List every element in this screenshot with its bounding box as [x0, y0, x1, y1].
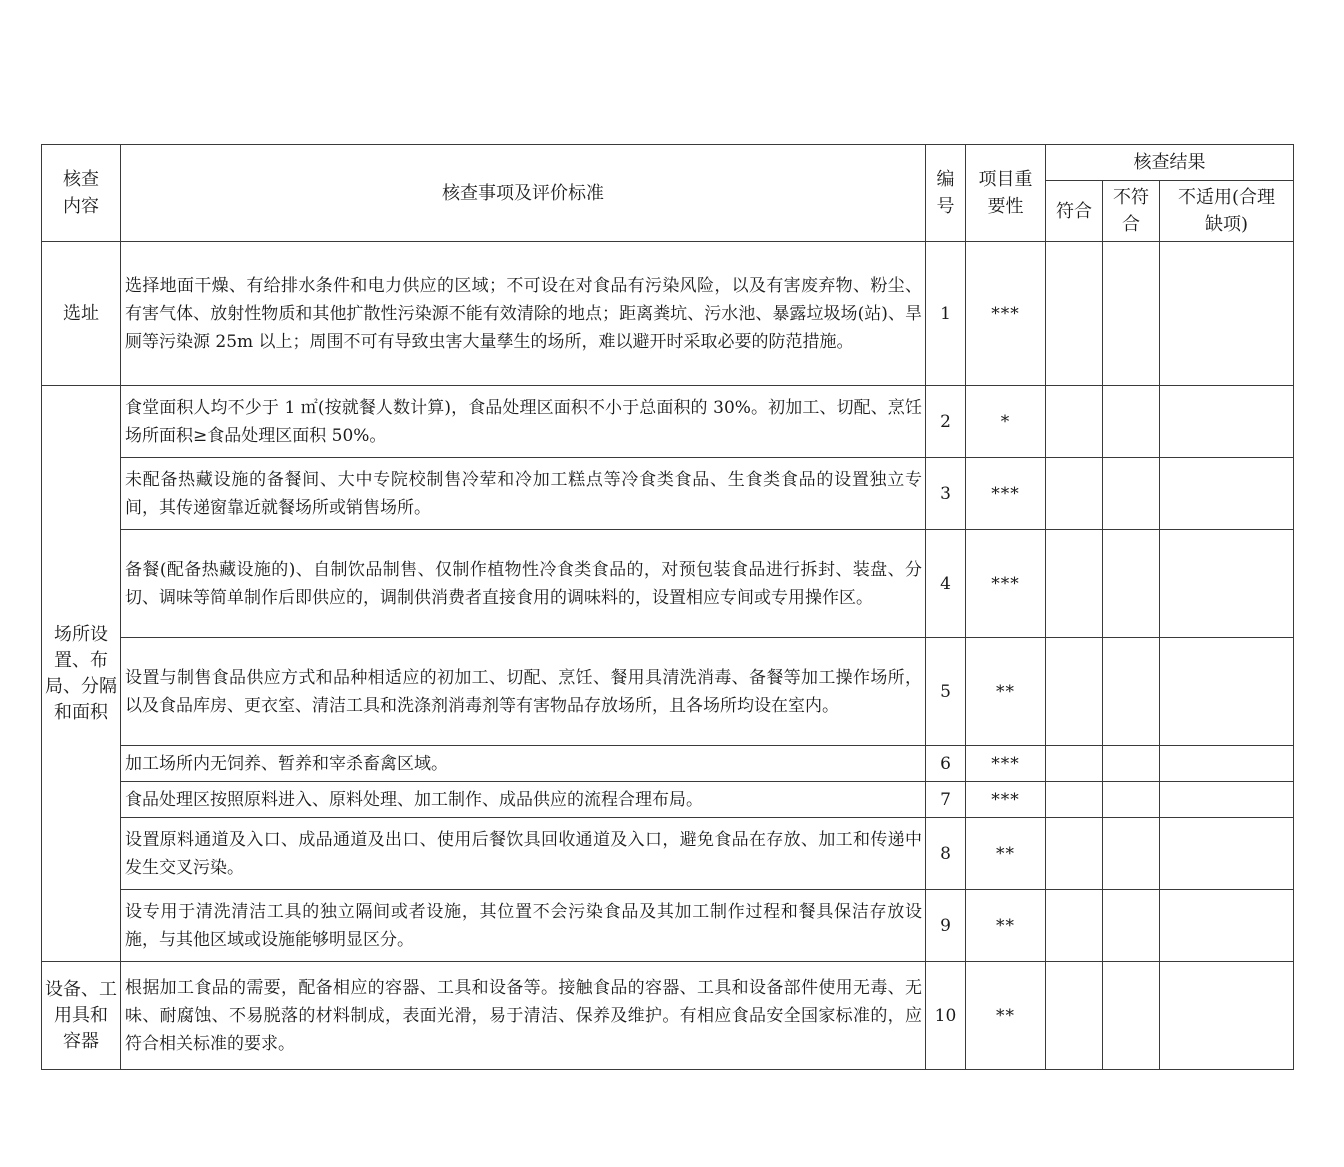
criteria-cell: 加工场所内无饲养、暂养和宰杀畜禽区域。: [121, 746, 926, 782]
number-cell: 5: [926, 638, 966, 746]
criteria-cell: 选择地面干燥、有给排水条件和电力供应的区域；不可设在对食品有污染风险，以及有害废弃物、粉尘、有害气体、放射性物质和其他扩散性污染源不能有效清除的地点；距离粪坑、污水池、暴露垃圾场(站)、旱厕等污染源 25m 以上；周围不可有导致虫害大量孳生的场所，难以避开时采取必要的防范措施。: [121, 242, 926, 386]
not-applicable-checkbox[interactable]: [1160, 890, 1294, 962]
not-comply-checkbox[interactable]: [1103, 782, 1160, 818]
criteria-cell: 未配备热藏设施的备餐间、大中专院校制售冷荤和冷加工糕点等冷食类食品、生食类食品的设置独立专间，其传递窗靠近就餐场所或销售场所。: [121, 458, 926, 530]
not-comply-checkbox[interactable]: [1103, 638, 1160, 746]
number-cell: 7: [926, 782, 966, 818]
category-label: 选址: [63, 302, 99, 324]
comply-checkbox[interactable]: [1046, 890, 1103, 962]
category-cell: [42, 242, 121, 386]
category-label: 场所设 置、布 局、分隔 和面积: [45, 623, 117, 723]
header-not-applicable: [1160, 181, 1294, 242]
not-applicable-checkbox[interactable]: [1160, 962, 1294, 1070]
table-row: [42, 782, 1294, 818]
table-row: [42, 242, 1294, 386]
header-importance-label: 项目重 要性: [978, 169, 1033, 217]
table-row: [42, 890, 1294, 962]
comply-checkbox[interactable]: [1046, 782, 1103, 818]
header-importance: [966, 145, 1046, 242]
comply-checkbox[interactable]: [1046, 746, 1103, 782]
not-applicable-checkbox[interactable]: [1160, 530, 1294, 638]
comply-checkbox[interactable]: [1046, 638, 1103, 746]
importance-cell: ***: [966, 242, 1046, 386]
number-cell: 8: [926, 818, 966, 890]
header-criteria: [121, 145, 926, 242]
importance-cell: ***: [966, 782, 1046, 818]
not-applicable-checkbox[interactable]: [1160, 746, 1294, 782]
importance-cell: **: [966, 638, 1046, 746]
number-cell: 10: [926, 962, 966, 1070]
header-category-label: 核查 内容: [63, 169, 99, 217]
importance-cell: *: [966, 386, 1046, 458]
not-comply-checkbox[interactable]: [1103, 890, 1160, 962]
comply-checkbox[interactable]: [1046, 818, 1103, 890]
category-cell: [42, 962, 121, 1070]
table-row: [42, 638, 1294, 746]
importance-cell: **: [966, 962, 1046, 1070]
inspection-table: [41, 144, 1294, 1070]
not-comply-checkbox[interactable]: [1103, 458, 1160, 530]
number-cell: 1: [926, 242, 966, 386]
not-comply-checkbox[interactable]: [1103, 386, 1160, 458]
criteria-cell: 设专用于清洗清洁工具的独立隔间或者设施，其位置不会污染食品及其加工制作过程和餐具保洁存放设施，与其他区域或设施能够明显区分。: [121, 890, 926, 962]
number-cell: 2: [926, 386, 966, 458]
category-cell: [42, 386, 121, 962]
header-not-comply-label: 不符 合: [1113, 187, 1149, 235]
header-number: [926, 145, 966, 242]
header-comply: [1046, 181, 1103, 242]
table-row: [42, 746, 1294, 782]
table-row: [42, 458, 1294, 530]
header-number-label: 编 号: [936, 169, 955, 217]
importance-cell: **: [966, 890, 1046, 962]
not-comply-checkbox[interactable]: [1103, 818, 1160, 890]
table-row: [42, 818, 1294, 890]
criteria-cell: 设置原料通道及入口、成品通道及出口、使用后餐饮具回收通道及入口，避免食品在存放、加工和传递中发生交叉污染。: [121, 818, 926, 890]
category-label: 设备、工 用具和 容器: [45, 978, 117, 1052]
number-cell: 6: [926, 746, 966, 782]
comply-checkbox[interactable]: [1046, 386, 1103, 458]
importance-cell: **: [966, 818, 1046, 890]
table-row: [42, 962, 1294, 1070]
not-comply-checkbox[interactable]: [1103, 962, 1160, 1070]
table-row: [42, 386, 1294, 458]
importance-cell: ***: [966, 458, 1046, 530]
criteria-cell: 根据加工食品的需要，配备相应的容器、工具和设备等。接触食品的容器、工具和设备部件使用无毒、无味、耐腐蚀、不易脱落的材料制成，表面光滑，易于清洁、保养及维护。有相应食品安全国家标准的，应符合相关标准的要求。: [121, 962, 926, 1070]
not-comply-checkbox[interactable]: [1103, 530, 1160, 638]
number-cell: 4: [926, 530, 966, 638]
header-comply-label: 符合: [1056, 200, 1092, 222]
comply-checkbox[interactable]: [1046, 962, 1103, 1070]
not-applicable-checkbox[interactable]: [1160, 638, 1294, 746]
header-category: [42, 145, 121, 242]
comply-checkbox[interactable]: [1046, 458, 1103, 530]
criteria-cell: 食品处理区按照原料进入、原料处理、加工制作、成品供应的流程合理布局。: [121, 782, 926, 818]
not-applicable-checkbox[interactable]: [1160, 242, 1294, 386]
header-result-label: 核查结果: [1133, 152, 1206, 173]
comply-checkbox[interactable]: [1046, 242, 1103, 386]
not-applicable-checkbox[interactable]: [1160, 782, 1294, 818]
number-cell: 9: [926, 890, 966, 962]
number-cell: 3: [926, 458, 966, 530]
not-applicable-checkbox[interactable]: [1160, 458, 1294, 530]
not-applicable-checkbox[interactable]: [1160, 386, 1294, 458]
header-not-applicable-label: 不适用(合理 缺项): [1177, 187, 1276, 235]
table-row: [42, 530, 1294, 638]
header-not-comply: [1103, 181, 1160, 242]
importance-cell: ***: [966, 530, 1046, 638]
not-comply-checkbox[interactable]: [1103, 242, 1160, 386]
importance-cell: ***: [966, 746, 1046, 782]
header-criteria-label: 核查事项及评价标准: [442, 182, 604, 204]
criteria-cell: 设置与制售食品供应方式和品种相适应的初加工、切配、烹饪、餐用具清洗消毒、备餐等加工操作场所，以及食品库房、更衣室、清洁工具和洗涤剂消毒剂等有害物品存放场所，且各场所均设在室内。: [121, 638, 926, 746]
criteria-cell: 食堂面积人均不少于 1 ㎡(按就餐人数计算)，食品处理区面积不小于总面积的 30%。初加工、切配、烹饪场所面积≥食品处理区面积 50%。: [121, 386, 926, 458]
criteria-cell: 备餐(配备热藏设施的)、自制饮品制售、仅制作植物性冷食类食品的，对预包装食品进行拆封、装盘、分切、调味等简单制作后即供应的，调制供消费者直接食用的调味料的，设置相应专间或专用操作区。: [121, 530, 926, 638]
not-applicable-checkbox[interactable]: [1160, 818, 1294, 890]
header-result: [1046, 145, 1294, 181]
comply-checkbox[interactable]: [1046, 530, 1103, 638]
not-comply-checkbox[interactable]: [1103, 746, 1160, 782]
